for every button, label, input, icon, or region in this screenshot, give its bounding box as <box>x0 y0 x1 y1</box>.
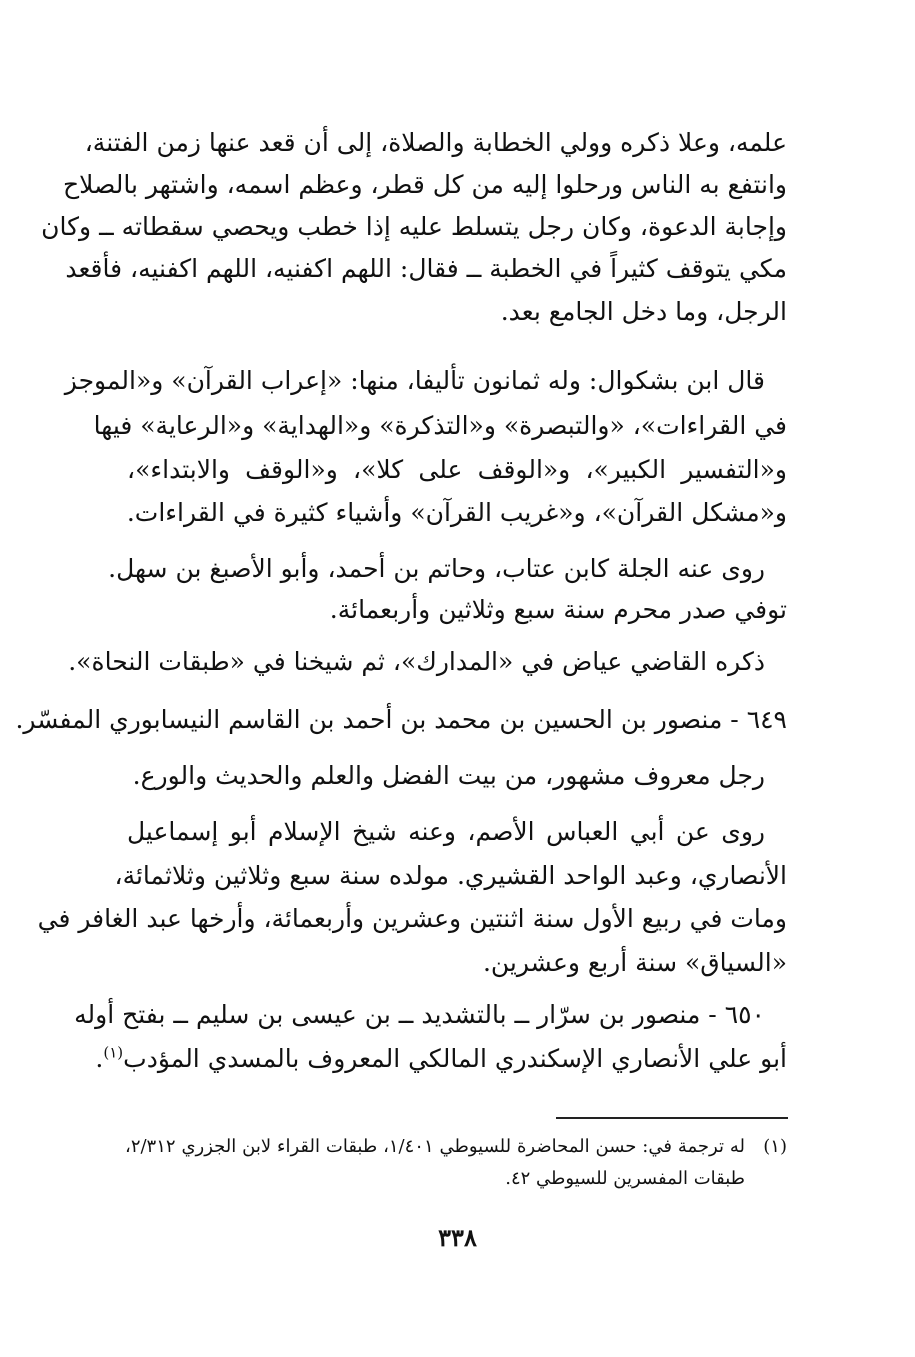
entry-650-text: أبو علي الأنصاري الإسكندري المالكي المعروف بالمسدي المؤدب <box>123 1044 787 1073</box>
entry-650-line <box>95 1039 787 1079</box>
text-line: علمه، وعلا ذكره وولي الخطابة والصلاة، إلى أن قعد عنها زمن الفتنة، <box>84 128 787 157</box>
text-line: ذكره القاضي عياض في «المدارك»، ثم شيخنا في «طبقات النحاة». <box>68 647 765 676</box>
footnote-separator <box>556 1117 788 1119</box>
text-line: في القراءات»، «والتبصرة» و«التذكرة» و«الهداية» و«الرعاية» فيها <box>93 411 787 440</box>
text-line: و«التفسير الكبير»، و«الوقف على كلا»، و«الوقف والابتداء»، <box>127 455 787 484</box>
text-line: قال ابن بشكوال: وله ثمانون تأليفا، منها: «إعراب القرآن» و«الموجز <box>64 366 765 395</box>
text-line: و«مشكل القرآن»، و«غريب القرآن» وأشياء كثيرة في القراءات. <box>126 498 787 527</box>
footnote-line: طبقات المفسرين للسيوطي ٤٢. <box>505 1168 745 1189</box>
text-line: توفي صدر محرم سنة سبع وثلاثين وأربعمائة. <box>329 595 787 624</box>
text-line: «السياق» سنة أربع وعشرين. <box>482 948 787 977</box>
entry-649-heading: ٦٤٩ - منصور بن الحسين بن محمد بن أحمد بن القاسم النيسابوري المفسّر. <box>15 705 787 734</box>
text-line: رجل معروف مشهور، من بيت الفضل والعلم والحديث والورع. <box>132 761 765 790</box>
text-line: روى عنه الجلة كابن عتاب، وحاتم بن أحمد، وأبو الأصبغ بن سهل. <box>108 554 765 583</box>
text-line: وإجابة الدعوة، وكان رجل يتسلط عليه إذا خطب ويحصي سقطاته ــ وكان <box>41 212 787 241</box>
footnote-marker: (١) <box>763 1136 787 1157</box>
page-number: ٣٣٨ <box>438 1223 477 1252</box>
text-line: مكي يتوقف كثيراً في الخطبة ــ فقال: اللهم اكفنيه، اللهم اكفنيه، فأقعد <box>65 254 787 283</box>
text-line: الأنصاري، وعبد الواحد القشيري. مولده سنة سبع وثلاثين وثلاثمائة، <box>114 861 787 890</box>
entry-650-heading: ٦٥٠ - منصور بن سرّار ــ بالتشديد ــ بن عيسى بن سليم ــ بفتح أوله <box>74 1000 765 1029</box>
footnote-reference[interactable]: (١) <box>103 1043 124 1062</box>
entry-650-period: . <box>95 1044 104 1073</box>
footnote-line: له ترجمة في: حسن المحاضرة للسيوطي ١/٤٠١، طبقات القراء لابن الجزري ٢/٣١٢، <box>125 1136 745 1157</box>
text-line: ومات في ربيع الأول سنة اثنتين وعشرين وأربعمائة، وأرخها عبد الغافر في <box>37 904 787 933</box>
text-line: الرجل، وما دخل الجامع بعد. <box>500 297 787 326</box>
text-line: وانتفع به الناس ورحلوا إليه من كل قطر، وعظم اسمه، واشتهر بالصلاح <box>62 170 787 199</box>
text-line: روى عن أبي العباس الأصم، وعنه شيخ الإسلام أبو إسماعيل <box>127 817 765 846</box>
